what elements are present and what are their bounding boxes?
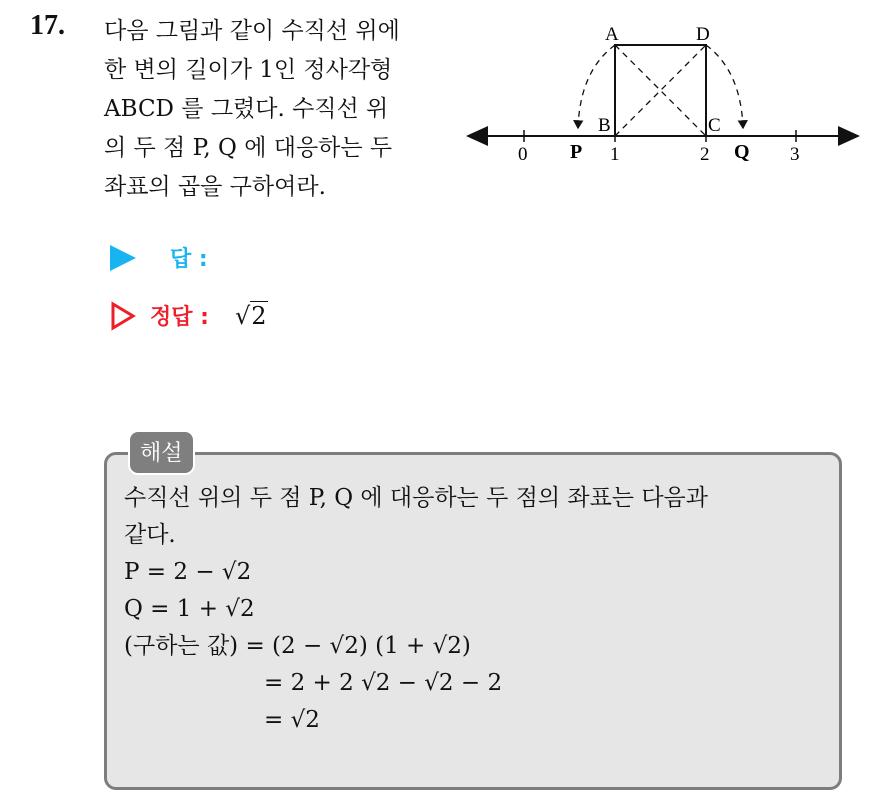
vertex-label-a: A — [605, 24, 619, 45]
tick-label-0: 0 — [518, 144, 528, 165]
calc-part: ) (1 + — [358, 633, 433, 659]
explanation-line: 같다. — [124, 522, 176, 548]
vertex-label-d: D — [696, 24, 710, 45]
answer-label: 답 : — [170, 247, 208, 272]
vertex-label-c: C — [708, 115, 721, 136]
calc-step-1: (구하는 값) = (2 − √2) (1 + √2) — [124, 633, 471, 659]
question-line: 한 변의 길이가 1인 정사각형 — [104, 57, 393, 83]
sqrt-radicand: 2 — [447, 633, 462, 659]
question-line: 의 두 점 P, Q 에 대응하는 두 — [104, 135, 393, 161]
correct-answer-radicand: 2 — [251, 302, 267, 330]
sqrt-radicand: 2 — [236, 559, 252, 585]
calc-step-3: = √2 — [264, 707, 320, 733]
sqrt-radicand: 2 — [305, 707, 320, 733]
explanation-line: 수직선 위의 두 점 P, Q 에 대응하는 두 점의 좌표는 다음과 — [124, 485, 708, 511]
calc-part: − — [390, 670, 425, 696]
calc-part: (2 − — [272, 633, 330, 659]
tick-label-1: 1 — [610, 144, 620, 165]
calc-part: − 2 — [453, 670, 503, 696]
explanation-text — [124, 480, 708, 739]
number-line-figure — [462, 16, 862, 176]
sqrt-radicand: 2 — [344, 633, 359, 659]
calc-part: = 2 + 2 — [264, 670, 362, 696]
p-equation: P = 2 − √2 — [124, 559, 252, 585]
correct-answer-value: √2 — [234, 302, 267, 330]
question-line: 다음 그림과 같이 수직선 위에 — [104, 18, 400, 44]
tick-label-2: 2 — [700, 144, 710, 165]
diagonal-ac — [615, 45, 706, 136]
correct-answer-row — [110, 300, 268, 331]
sqrt-radicand: 2 — [438, 670, 454, 696]
answer-input-row[interactable] — [110, 242, 208, 273]
square-abcd — [615, 45, 706, 136]
q-equation: Q = 1 + √2 — [124, 596, 255, 622]
question-text — [104, 12, 400, 207]
calc-lhs: (구하는 값) = — [124, 633, 273, 659]
sqrt-radicand: 2 — [239, 596, 255, 622]
explanation-tag: 해설 — [128, 430, 195, 475]
calc-part: ) — [461, 633, 471, 659]
question-line: 좌표의 곱을 구하여라. — [104, 174, 326, 200]
question-line: ABCD 를 그렸다. 수직선 위 — [104, 96, 389, 122]
vertex-label-b: B — [598, 115, 611, 136]
p-equation-prefix: P = 2 − — [124, 559, 222, 585]
point-label-q: Q — [734, 141, 750, 163]
question-number: 17. — [30, 10, 65, 41]
calc-part: = — [264, 707, 291, 733]
correct-answer-label: 정답 : — [150, 305, 209, 330]
q-equation-prefix: Q = 1 + — [124, 596, 226, 622]
point-label-p: P — [570, 141, 583, 163]
sqrt-radicand: 2 — [375, 670, 391, 696]
outline-triangle-icon — [110, 301, 136, 331]
calc-step-2: = 2 + 2 √2 − √2 − 2 — [264, 670, 503, 696]
tick-label-3: 3 — [790, 144, 800, 165]
play-triangle-icon — [110, 245, 136, 271]
diagonal-bd — [615, 45, 706, 136]
